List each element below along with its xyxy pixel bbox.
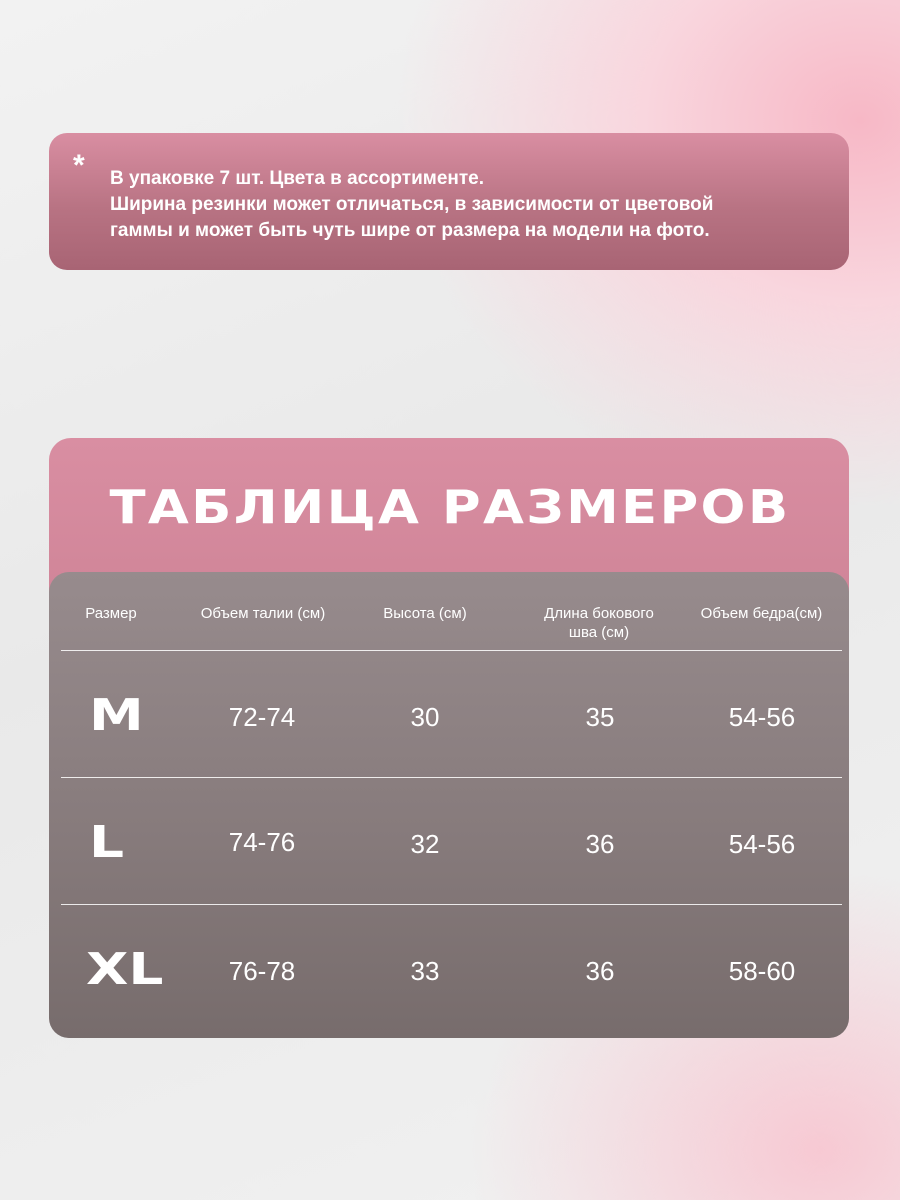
size-label: L	[89, 817, 125, 868]
note-line: гаммы и может быть чуть шире от размера на модели на фото.	[110, 220, 710, 241]
side-seam-value: 36	[585, 956, 615, 986]
height-value: 32	[410, 829, 440, 859]
hip-value: 54-56	[728, 702, 796, 732]
header-size: Размер	[85, 605, 137, 622]
note-text	[110, 166, 830, 244]
hip-value: 58-60	[728, 956, 796, 986]
height-value: 33	[410, 956, 440, 986]
size-label: M	[89, 690, 144, 741]
size-table	[49, 572, 849, 1038]
header-height: Высота (см)	[383, 605, 467, 622]
header-waist: Объем талии (см)	[200, 605, 326, 622]
info-note	[49, 133, 849, 270]
row-divider	[61, 650, 842, 651]
header-hip: Объем бедра(см)	[700, 605, 823, 622]
asterisk-mark: *	[73, 149, 85, 182]
side-seam-value: 35	[585, 702, 615, 732]
size-label: XL	[86, 944, 164, 995]
header-side-seam: Длина бокового шва (см)	[544, 605, 654, 641]
waist-value: 74-76	[228, 827, 296, 857]
hip-value: 54-56	[728, 829, 796, 859]
waist-value: 76-78	[228, 956, 296, 986]
row-divider	[61, 904, 842, 905]
note-line: Ширина резинки может отличаться, в зависимости от цветовой	[110, 194, 714, 215]
size-table-title: ТАБЛИЦА РАЗМЕРОВ	[109, 480, 791, 534]
note-line: В упаковке 7 шт. Цвета в ассортименте.	[110, 168, 485, 189]
waist-value: 72-74	[228, 702, 296, 732]
row-divider	[61, 777, 842, 778]
height-value: 30	[410, 702, 440, 732]
side-seam-value: 36	[585, 829, 615, 859]
